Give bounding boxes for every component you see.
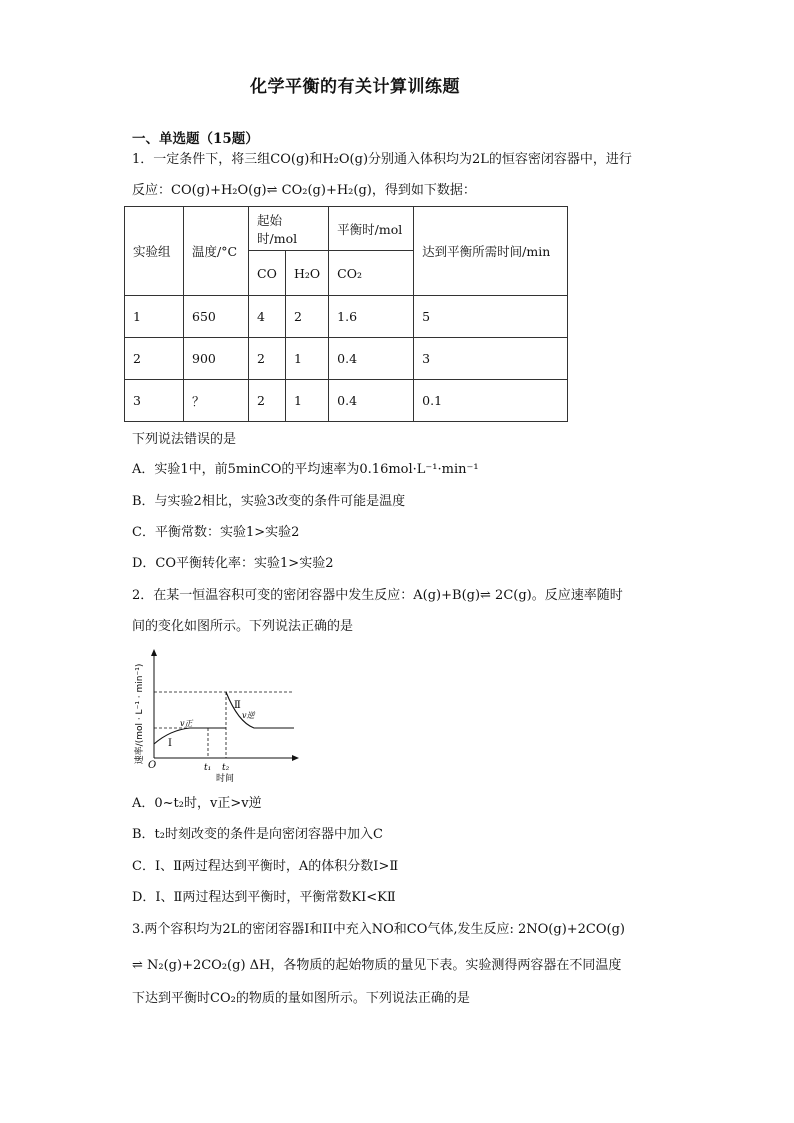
table-cell: ？ (184, 380, 249, 422)
q1-stem: 下列说法错误的是 (132, 432, 237, 447)
header-temp: 温度/°C (184, 207, 249, 296)
rate-time-graph (130, 646, 300, 786)
header-eq: 平衡时/mol (329, 207, 414, 251)
section-heading: 一、单选题（15题） (132, 131, 259, 147)
q1-option-d: D．CO平衡转化率：实验1>实验2 (132, 556, 334, 571)
table-cell: 2 (125, 338, 184, 380)
table-cell: 1 (125, 296, 184, 338)
table-cell: 4 (249, 296, 286, 338)
table-cell: 0.1 (414, 380, 568, 422)
table-cell: 2 (286, 296, 329, 338)
q1-option-c: C．平衡常数：实验1>实验2 (132, 525, 300, 540)
header-start: 起始时/mol (249, 207, 329, 251)
q3-line3: 下达到平衡时CO₂的物质的量如图所示。下列说法正确的是 (132, 991, 470, 1006)
header-h2o: H₂O (286, 251, 329, 296)
table-cell: 2 (249, 380, 286, 422)
table-cell: 1 (286, 380, 329, 422)
data-table (124, 206, 568, 422)
y-axis-label: 速率/(mol · L⁻¹ · min⁻¹) (135, 663, 145, 765)
table-cell: 1.6 (329, 296, 414, 338)
q2-option-c: C．Ⅰ、Ⅱ两过程达到平衡时，A的体积分数Ⅰ>Ⅱ (132, 859, 399, 874)
x-axis-label: 时间 (216, 774, 235, 784)
v-reverse-label: v逆 (242, 711, 255, 720)
y-axis-arrow (151, 649, 157, 656)
table-cell: 2 (249, 338, 286, 380)
table-cell: 900 (184, 338, 249, 380)
curve-I (154, 728, 226, 744)
header-co: CO (249, 251, 286, 296)
q1-option-a: A．实验1中，前5minCO的平均速率为0.16mol·L⁻¹·min⁻¹ (132, 462, 479, 477)
q2-option-d: D．Ⅰ、Ⅱ两过程达到平衡时，平衡常数KⅠ<KⅡ (132, 890, 396, 905)
page-title: 化学平衡的有关计算训练题 (250, 77, 460, 97)
table-cell: 0.4 (329, 380, 414, 422)
x-axis-arrow (292, 755, 299, 761)
q2-option-b: B．t₂时刻改变的条件是向密闭容器中加入C (132, 827, 383, 842)
v-forward-label: v正 (180, 719, 193, 728)
header-co2: CO₂ (329, 251, 414, 296)
t1-label: t₁ (204, 763, 212, 773)
region-II-label: Ⅱ (234, 700, 241, 711)
t2-label: t₂ (222, 763, 230, 773)
q2-line2: 间的变化如图所示。下列说法正确的是 (132, 619, 354, 634)
table-cell: 0.4 (329, 338, 414, 380)
table-cell: 3 (125, 380, 184, 422)
header-group: 实验组 (125, 207, 184, 296)
table-cell: 1 (286, 338, 329, 380)
q2-line1: 2．在某一恒温容积可变的密闭容器中发生反应：A(g)+B(g)⇌ 2C(g)。反应速率随时 (132, 588, 623, 603)
q2-option-a: A．0~t₂时，v正>v逆 (132, 796, 262, 811)
region-I-label: Ⅰ (168, 738, 172, 749)
q1-line2: 反应：CO(g)+H₂O(g)⇌ CO₂(g)+H₂(g)，得到如下数据： (132, 183, 476, 198)
header-time: 达到平衡所需时间/min (414, 207, 568, 296)
table-cell: 3 (414, 338, 568, 380)
q3-line1: 3.两个容积均为2L的密闭容器I和II中充入NO和CO气体,发生反应: 2NO(g)+2CO(g) (132, 922, 625, 937)
origin-label: O (148, 760, 157, 771)
q1-option-b: B．与实验2相比，实验3改变的条件可能是温度 (132, 494, 406, 509)
table-cell: 650 (184, 296, 249, 338)
table-cell: 5 (414, 296, 568, 338)
q1-line1: 1．一定条件下，将三组CO(g)和H₂O(g)分别通入体积均为2L的恒容密闭容器中，进行 (132, 152, 632, 167)
q3-line2: ⇌ N₂(g)+2CO₂(g) ΔH，各物质的起始物质的量见下表。实验测得两容器在不同温度 (132, 958, 622, 973)
